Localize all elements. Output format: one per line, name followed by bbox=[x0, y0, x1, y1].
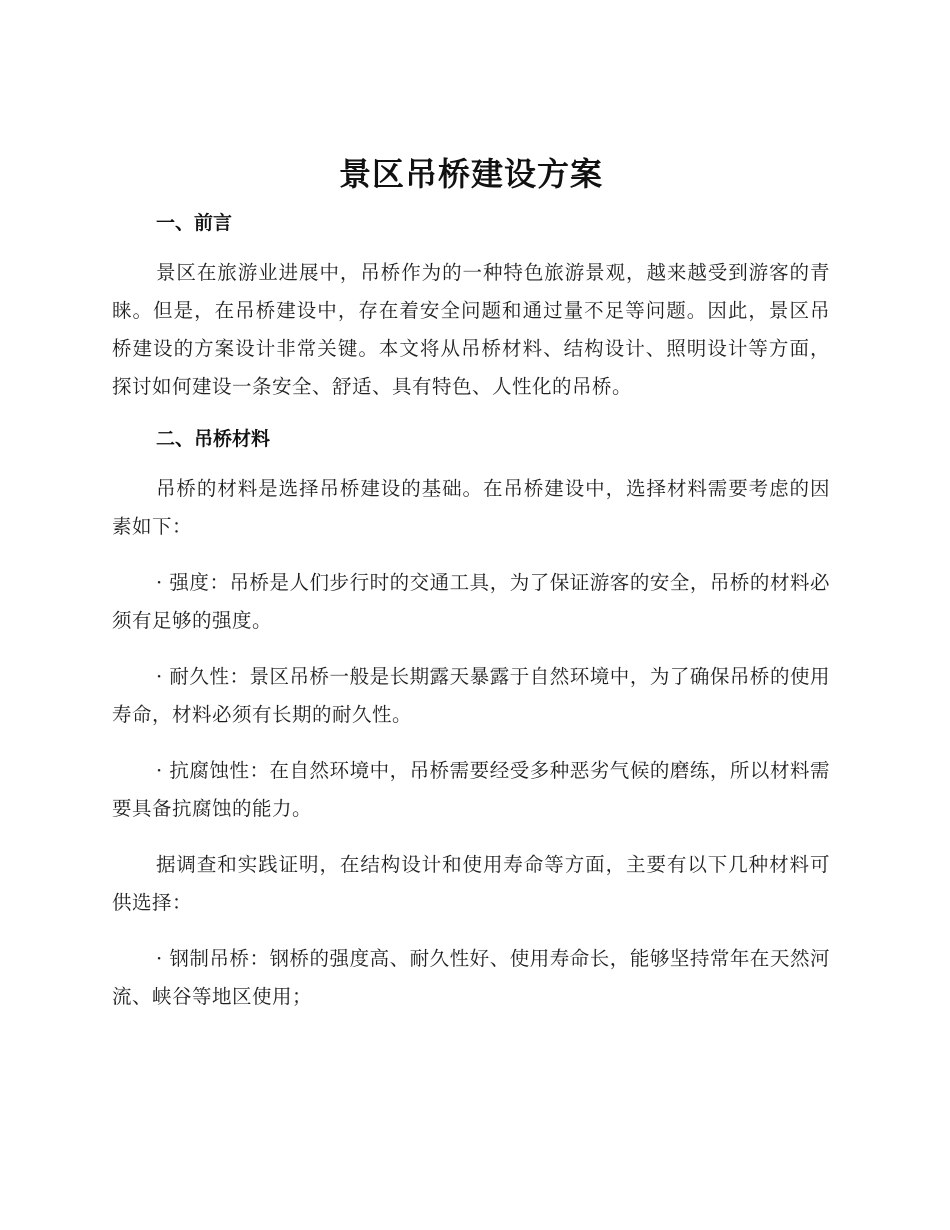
list-item-corrosion-resistance: · 抗腐蚀性：在自然环境中，吊桥需要经受多种恶劣气候的磨练，所以材料需要具备抗腐蚀的能力。 bbox=[112, 759, 830, 820]
document-title: 景区吊桥建设方案 bbox=[338, 155, 603, 193]
paragraph-materials-intro: 吊桥的材料是选择吊桥建设的基础。在吊桥建设中，选择材料需要考虑的因素如下： bbox=[112, 477, 830, 538]
paragraph-materials-options: 据调查和实践证明，在结构设计和使用寿命等方面，主要有以下几种材料可供选择： bbox=[112, 853, 830, 914]
section-heading-preface: 一、前言 bbox=[156, 212, 233, 234]
list-item-strength: · 强度：吊桥是人们步行时的交通工具，为了保证游客的安全，吊桥的材料必须有足够的强度。 bbox=[112, 571, 830, 632]
list-item-durability: · 耐久性：景区吊桥一般是长期露天暴露于自然环境中，为了确保吊桥的使用寿命，材料必须有长期的耐久性。 bbox=[112, 665, 830, 726]
document-body bbox=[112, 148, 830, 1034]
list-item-steel-bridge: · 钢制吊桥：钢桥的强度高、耐久性好、使用寿命长，能够坚持常年在天然河流、峡谷等地区使用； bbox=[112, 947, 830, 1008]
section-heading-materials: 二、吊桥材料 bbox=[156, 428, 271, 450]
paragraph-preface-1: 景区在旅游业进展中，吊桥作为的一种特色旅游景观，越来越受到游客的青睐。但是，在吊桥建设中，存在着安全问题和通过量不足等问题。因此，景区吊桥建设的方案设计非常关键。本文将从吊桥材料、结构设计、照明设计等方面，探讨如何建设一条安全、舒适、具有特色、人性化的吊桥。 bbox=[112, 261, 830, 398]
